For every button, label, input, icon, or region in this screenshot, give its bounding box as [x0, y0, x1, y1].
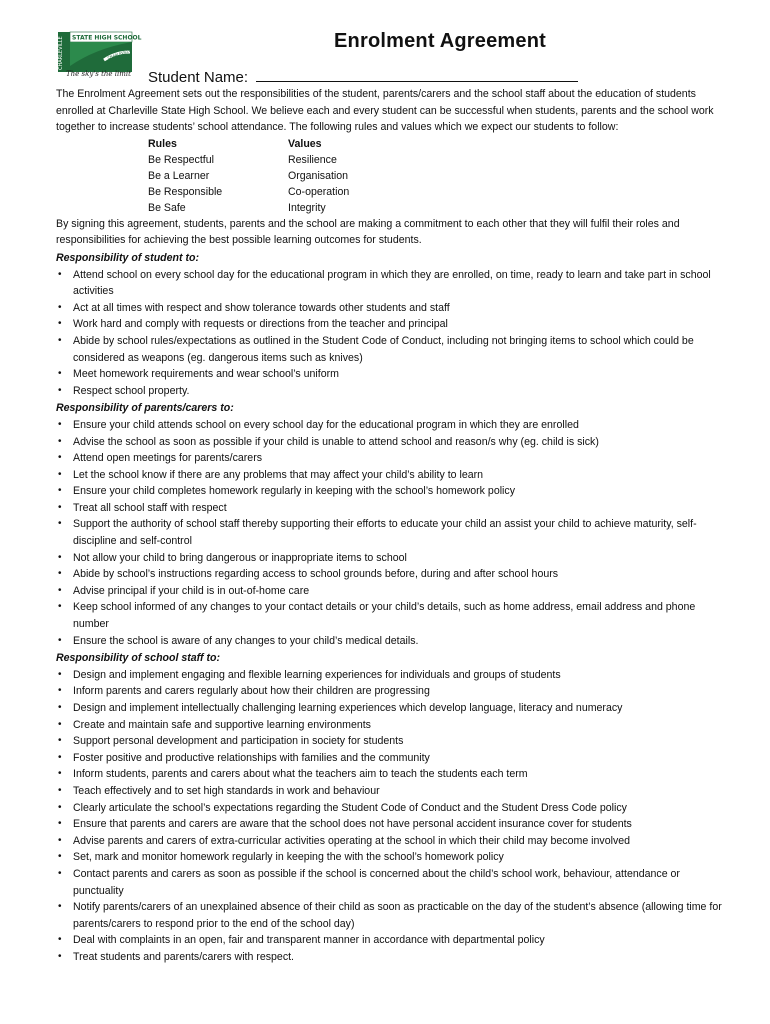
student-responsibilities-section [56, 250, 732, 399]
student-name-line[interactable] [256, 67, 578, 82]
rule-item: Be Responsible [148, 185, 223, 198]
section-heading: Responsibility of student to: [56, 251, 200, 264]
section-heading: Responsibility of parents/carers to: [56, 402, 234, 415]
list-item: • Keep school informed of any changes to your contact details or your child’s details, such as home address, email address and phone number [56, 599, 732, 632]
parent-responsibilities-section [56, 400, 732, 649]
list-item: • Act at all times with respect and show tolerance towards other students and staff [56, 300, 732, 317]
rules-header: Rules [148, 137, 177, 150]
list-item: • Work hard and comply with requests or directions from the teacher and principal [56, 316, 732, 333]
student-name-label: Student Name: [148, 69, 249, 86]
list-item: • Meet homework requirements and wear school’s uniform [56, 366, 732, 383]
list-item: • Teach effectively and to set high standards in work and behaviour [56, 783, 732, 800]
rules-values-table [148, 136, 732, 216]
list-item: • Design and implement intellectually challenging learning experiences which develop language, literacy and numeracy [56, 700, 732, 717]
list-item: • Support the authority of school staff thereby supporting their efforts to educate your child an assist your child to achieve maturity, self-discipline and self-control [56, 516, 732, 549]
section-heading: Responsibility of school staff to: [56, 652, 221, 665]
list-item: • Treat all school staff with respect [56, 500, 732, 517]
staff-responsibilities-section [56, 650, 732, 965]
list-item: • Attend open meetings for parents/carers [56, 450, 732, 467]
values-header: Values [288, 137, 322, 150]
logo-side-text: CHARLEVILLE [58, 36, 64, 70]
logo-motto: The sky's the limit [66, 70, 131, 78]
list-item: • Ensure your child attends school on every school day for the educational program in which they are enrolled [56, 417, 732, 434]
list-item: • Foster positive and productive relationships with families and the community [56, 750, 732, 767]
list-item: • Support personal development and participation in society for students [56, 733, 732, 750]
list-item: • Advise parents and carers of extra-curricular activities operating at the school in which their child may become involved [56, 833, 732, 850]
list-item: • Abide by school rules/expectations as outlined in the Student Code of Conduct, including not bringing items to school which could be considered as weapons (eg. dangerous items such as knives) [56, 333, 732, 366]
student-name-field[interactable] [148, 67, 578, 86]
list-item: • Inform students, parents and carers about what the teachers aim to teach the students each term [56, 766, 732, 783]
logo-ribbon-text: CHARLEVILLE [107, 48, 132, 60]
list-item: • Ensure the school is aware of any changes to your child’s medical details. [56, 633, 732, 650]
list-item: • Abide by school’s instructions regarding access to school grounds before, during and after school hours [56, 566, 732, 583]
list-item: • Contact parents and carers as soon as possible if the school is concerned about the child’s school work, behaviour, attendance or punctuality [56, 866, 732, 899]
commitment-paragraph: By signing this agreement, students, parents and the school are making a commitment to each other that they will fulfil their roles and responsibilities for achieving the best possible learning outcomes for students. [56, 217, 680, 247]
list-item: • Inform parents and carers regularly about how their children are progressing [56, 683, 732, 700]
list-item: • Attend school on every school day for the educational program in which they are enrolled, on time, ready to learn and take part in school activities [56, 267, 732, 300]
document-body [56, 86, 732, 966]
staff-responsibilities-list [56, 667, 732, 966]
rule-item: Be Safe [148, 201, 186, 214]
logo-top-text: STATE HIGH SCHOOL [72, 34, 142, 42]
rule-item: Be Respectful [148, 153, 214, 166]
list-item: • Let the school know if there are any problems that may affect your child’s ability to learn [56, 467, 732, 484]
list-item: • Create and maintain safe and supportive learning environments [56, 717, 732, 734]
value-item: Resilience [288, 153, 337, 166]
list-item: • Advise the school as soon as possible if your child is unable to attend school and reason/s why (eg. child is sick) [56, 434, 732, 451]
intro-paragraph: The Enrolment Agreement sets out the responsibilities of the student, parents/carers and the school staff about the education of students enrolled at Charleville State High School. We believe each and every student can be successful when students, parents and the school work together to increase students’ school attendance. The following rules and values which we expect our students to follow: [56, 88, 714, 134]
parent-responsibilities-list [56, 417, 732, 649]
school-logo [56, 30, 142, 84]
value-item: Organisation [288, 169, 349, 182]
list-item: • Ensure your child completes homework regularly in keeping with the school’s homework policy [56, 483, 732, 500]
list-item: • Ensure that parents and carers are aware that the school does not have personal accident insurance cover for students [56, 816, 732, 833]
list-item: • Deal with complaints in an open, fair and transparent manner in accordance with departmental policy [56, 932, 732, 949]
rule-item: Be a Learner [148, 169, 210, 182]
list-item: • Notify parents/carers of an unexplained absence of their child as soon as practicable on the day of the student’s absence (allowing time for parents/carers to respond prior to the end of the school day) [56, 899, 732, 932]
list-item: • Respect school property. [56, 383, 732, 400]
list-item: • Design and implement engaging and flexible learning experiences for individuals and groups of students [56, 667, 732, 684]
list-item: • Advise principal if your child is in out-of-home care [56, 583, 732, 600]
list-item: • Treat students and parents/carers with respect. [56, 949, 732, 966]
list-item: • Set, mark and monitor homework regularly in keeping the with the school’s homework policy [56, 849, 732, 866]
list-item: • Not allow your child to bring dangerous or inappropriate items to school [56, 550, 732, 567]
value-item: Co-operation [288, 185, 350, 198]
list-item: • Clearly articulate the school’s expectations regarding the Student Code of Conduct and the Student Dress Code policy [56, 800, 732, 817]
page-title: Enrolment Agreement [334, 30, 546, 52]
value-item: Integrity [288, 201, 326, 214]
student-responsibilities-list [56, 267, 732, 400]
